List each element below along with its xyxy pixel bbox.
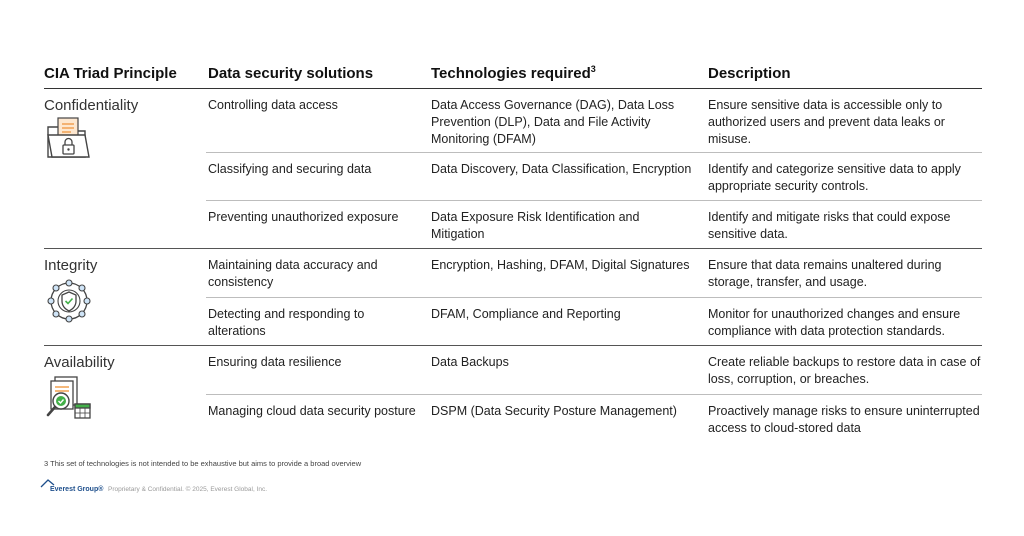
everest-group-logo bbox=[40, 478, 106, 496]
solution-cell: Detecting and responding to alterations bbox=[208, 307, 365, 338]
description-cell: Ensure that data remains unaltered during storage, transfer, and usage. bbox=[708, 258, 942, 289]
technologies-cell: DSPM (Data Security Posture Management) bbox=[431, 404, 677, 418]
folder-lock-icon bbox=[45, 115, 93, 163]
table-row bbox=[206, 201, 982, 249]
solution-cell: Classifying and securing data bbox=[208, 162, 372, 176]
description-cell: Monitor for unauthorized changes and ensure compliance with data protection standards. bbox=[708, 307, 961, 338]
solution-cell: Maintaining data accuracy and consistency bbox=[208, 258, 378, 289]
group-confidentiality bbox=[44, 89, 982, 249]
technologies-cell: Data Exposure Risk Identification and Mitigation bbox=[431, 210, 640, 241]
group-integrity bbox=[44, 249, 982, 346]
solution-cell: Controlling data access bbox=[208, 98, 338, 112]
table-row bbox=[206, 89, 982, 153]
table-row bbox=[206, 346, 982, 395]
network-shield-icon bbox=[45, 276, 93, 324]
principle-label: Availability bbox=[44, 354, 115, 371]
header-solutions: Data security solutions bbox=[208, 65, 374, 82]
principle-label: Confidentiality bbox=[44, 97, 139, 114]
table-row bbox=[206, 153, 982, 201]
technologies-cell: DFAM, Compliance and Reporting bbox=[431, 307, 621, 321]
footnote-marker: 3 bbox=[590, 64, 596, 74]
header-description: Description bbox=[708, 65, 791, 82]
group-availability bbox=[44, 346, 982, 442]
technologies-cell: Data Discovery, Data Classification, Encryption bbox=[431, 162, 692, 176]
document-search-calendar-icon bbox=[45, 374, 93, 422]
table-header bbox=[44, 65, 982, 89]
logo-text: Everest Group® bbox=[50, 486, 104, 493]
description-cell: Identify and mitigate risks that could expose sensitive data. bbox=[708, 210, 951, 241]
copyright-text: Proprietary & Confidential. © 2025, Everest Global, Inc. bbox=[108, 486, 268, 493]
description-cell: Create reliable backups to restore data in case of loss, corruption, or breaches. bbox=[708, 355, 981, 386]
footnote: 3 This set of technologies is not intended to be exhaustive but aims to provide a broad overview bbox=[44, 459, 362, 468]
technologies-cell: Data Backups bbox=[431, 355, 509, 369]
description-cell: Proactively manage risks to ensure uninterrupted access to cloud-stored data bbox=[708, 404, 980, 435]
header-principle: CIA Triad Principle bbox=[44, 65, 177, 82]
description-cell: Ensure sensitive data is accessible only to authorized users and prevent data leaks or misuse. bbox=[708, 98, 945, 146]
solution-cell: Managing cloud data security posture bbox=[208, 404, 416, 418]
technologies-cell: Data Access Governance (DAG), Data Loss Prevention (DLP), Data and File Activity Monitoring (DFAM) bbox=[431, 98, 675, 146]
principle-label: Integrity bbox=[44, 257, 98, 274]
table-row bbox=[206, 249, 982, 298]
solution-cell: Ensuring data resilience bbox=[208, 355, 342, 369]
technologies-cell: Encryption, Hashing, DFAM, Digital Signatures bbox=[431, 258, 690, 272]
description-cell: Identify and categorize sensitive data to apply appropriate security controls. bbox=[708, 162, 961, 193]
header-technologies: Technologies required$^3$ bbox=[431, 64, 596, 82]
table-row bbox=[206, 298, 982, 346]
table-row bbox=[206, 395, 982, 442]
solution-cell: Preventing unauthorized exposure bbox=[208, 210, 399, 224]
